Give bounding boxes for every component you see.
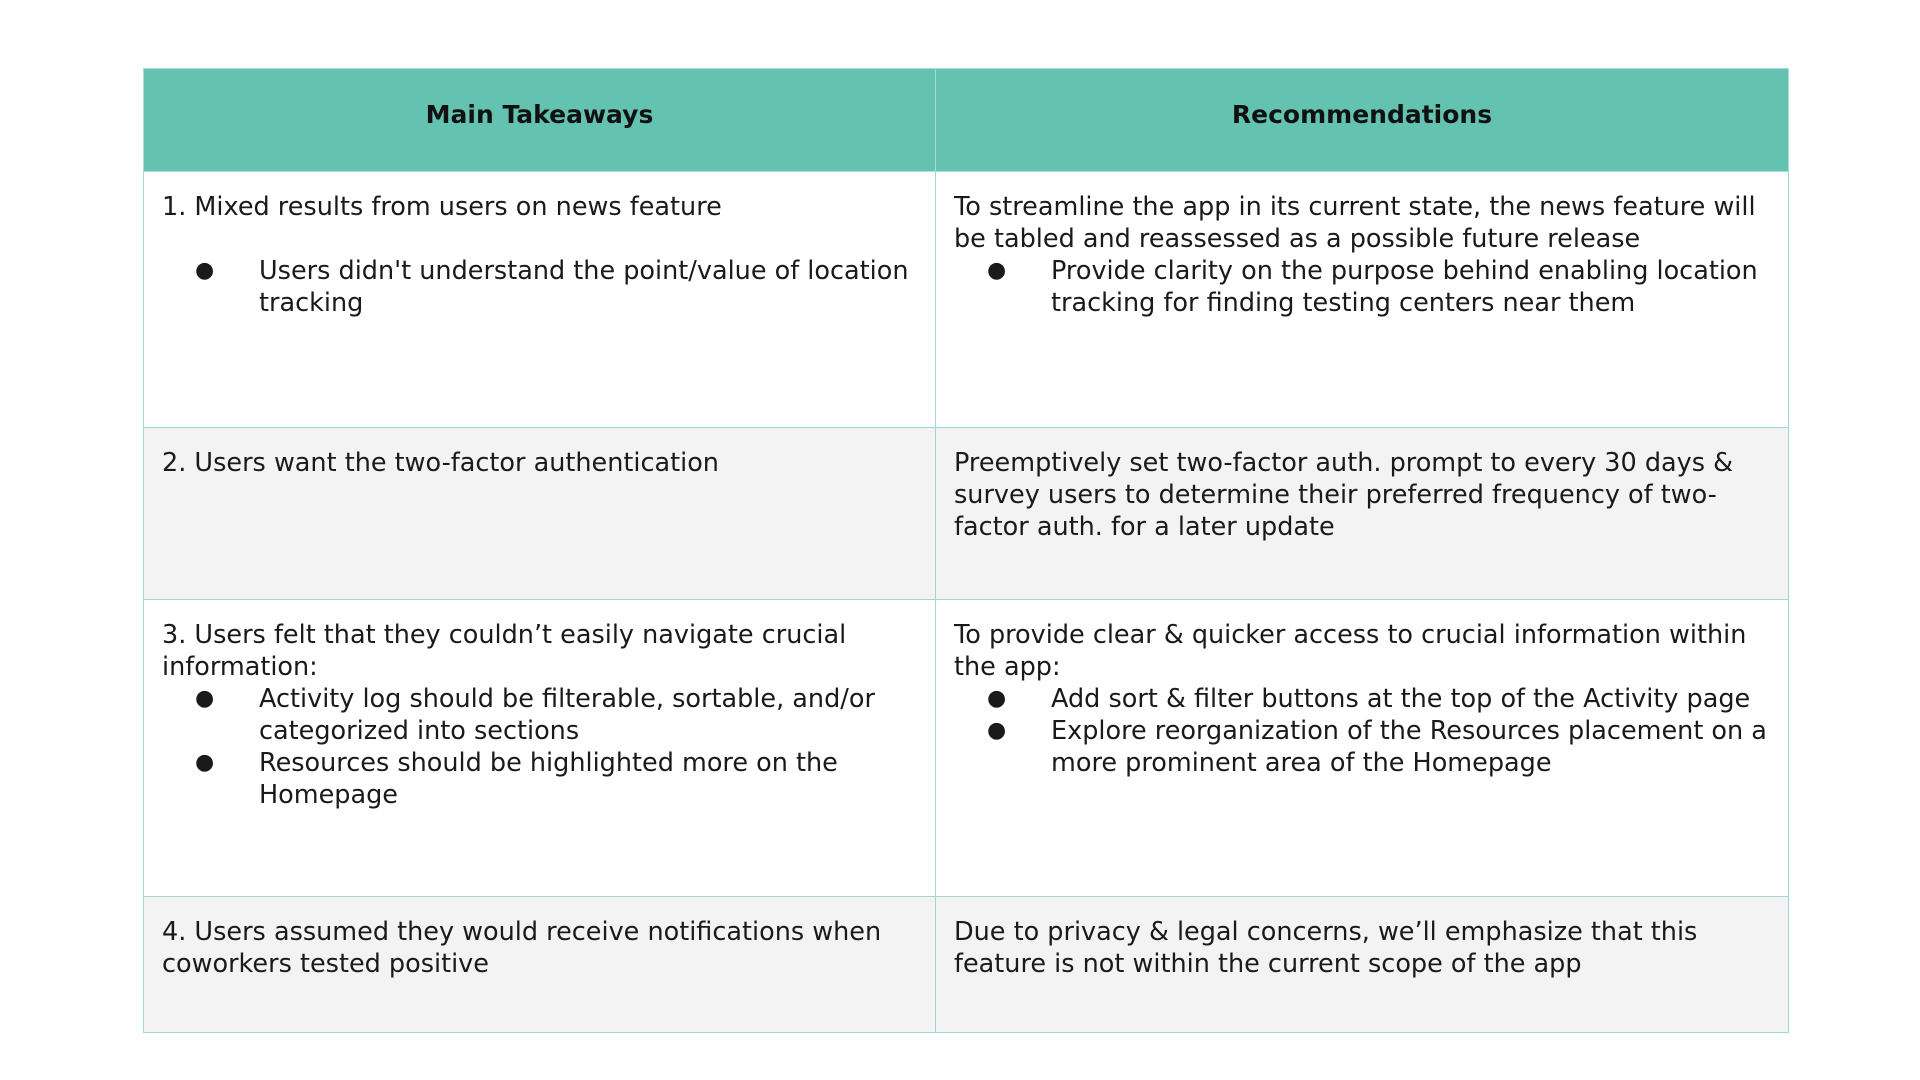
header-recommendations: Recommendations	[936, 69, 1789, 172]
table-row	[144, 172, 1789, 428]
takeaway-text: 3. Users felt that they couldn’t easily navigate crucial information:	[162, 620, 847, 682]
bullet-text: Users didn't understand the point/value of location tracking	[259, 256, 909, 318]
bullet-item	[162, 255, 917, 319]
bullet-text: Explore reorganization of the Resources placement on a more prominent area of the Homepage	[1051, 716, 1767, 778]
bullet-item	[954, 715, 1770, 779]
recommendation-bullet-list	[954, 255, 1770, 319]
bullet-item	[162, 683, 917, 747]
recommendation-text: Due to privacy & legal concerns, we’ll emphasize that this feature is not within the current scope of the app	[954, 917, 1698, 979]
recommendation-cell	[936, 428, 1789, 600]
takeaway-cell	[144, 600, 936, 897]
recommendation-cell	[936, 172, 1789, 428]
bullet-text: Activity log should be filterable, sortable, and/or categorized into sections	[259, 684, 875, 746]
takeaway-cell	[144, 172, 936, 428]
recommendation-text: Preemptively set two-factor auth. prompt to every 30 days & survey users to determine their preferred frequency of two-factor auth. for a later update	[954, 448, 1734, 542]
findings-table	[143, 68, 1789, 1033]
takeaway-cell	[144, 428, 936, 600]
takeaway-text: 4. Users assumed they would receive notifications when coworkers tested positive	[162, 917, 882, 979]
takeaway-bullet-list	[162, 255, 917, 319]
bullet-icon: ●	[195, 750, 215, 775]
bullet-icon: ●	[195, 686, 215, 711]
takeaway-cell	[144, 897, 936, 1033]
takeaway-text: 2. Users want the two-factor authentication	[162, 448, 719, 478]
bullet-item	[954, 683, 1770, 715]
takeaway-bullet-list	[162, 683, 917, 811]
recommendation-cell	[936, 600, 1789, 897]
bullet-text: Provide clarity on the purpose behind enabling location tracking for finding testing centers near them	[1051, 256, 1758, 318]
takeaway-text: 1. Mixed results from users on news feature	[162, 192, 722, 222]
recommendation-text: To streamline the app in its current state, the news feature will be tabled and reassessed as a possible future release	[954, 192, 1756, 254]
table-row	[144, 600, 1789, 897]
bullet-icon: ●	[987, 686, 1007, 711]
bullet-text: Add sort & filter buttons at the top of the Activity page	[1051, 684, 1751, 714]
header-main-takeaways: Main Takeaways	[144, 69, 936, 172]
bullet-item	[162, 747, 917, 811]
bullet-text: Resources should be highlighted more on the Homepage	[259, 748, 838, 810]
findings-table-container	[143, 68, 1788, 1033]
recommendation-text: To provide clear & quicker access to crucial information within the app:	[954, 620, 1747, 682]
bullet-item	[954, 255, 1770, 319]
table-header-row	[144, 69, 1789, 172]
bullet-icon: ●	[987, 718, 1007, 743]
recommendation-bullet-list	[954, 683, 1770, 779]
bullet-icon: ●	[987, 258, 1007, 283]
table-row	[144, 428, 1789, 600]
recommendation-cell	[936, 897, 1789, 1033]
table-row	[144, 897, 1789, 1033]
bullet-icon: ●	[195, 258, 215, 283]
